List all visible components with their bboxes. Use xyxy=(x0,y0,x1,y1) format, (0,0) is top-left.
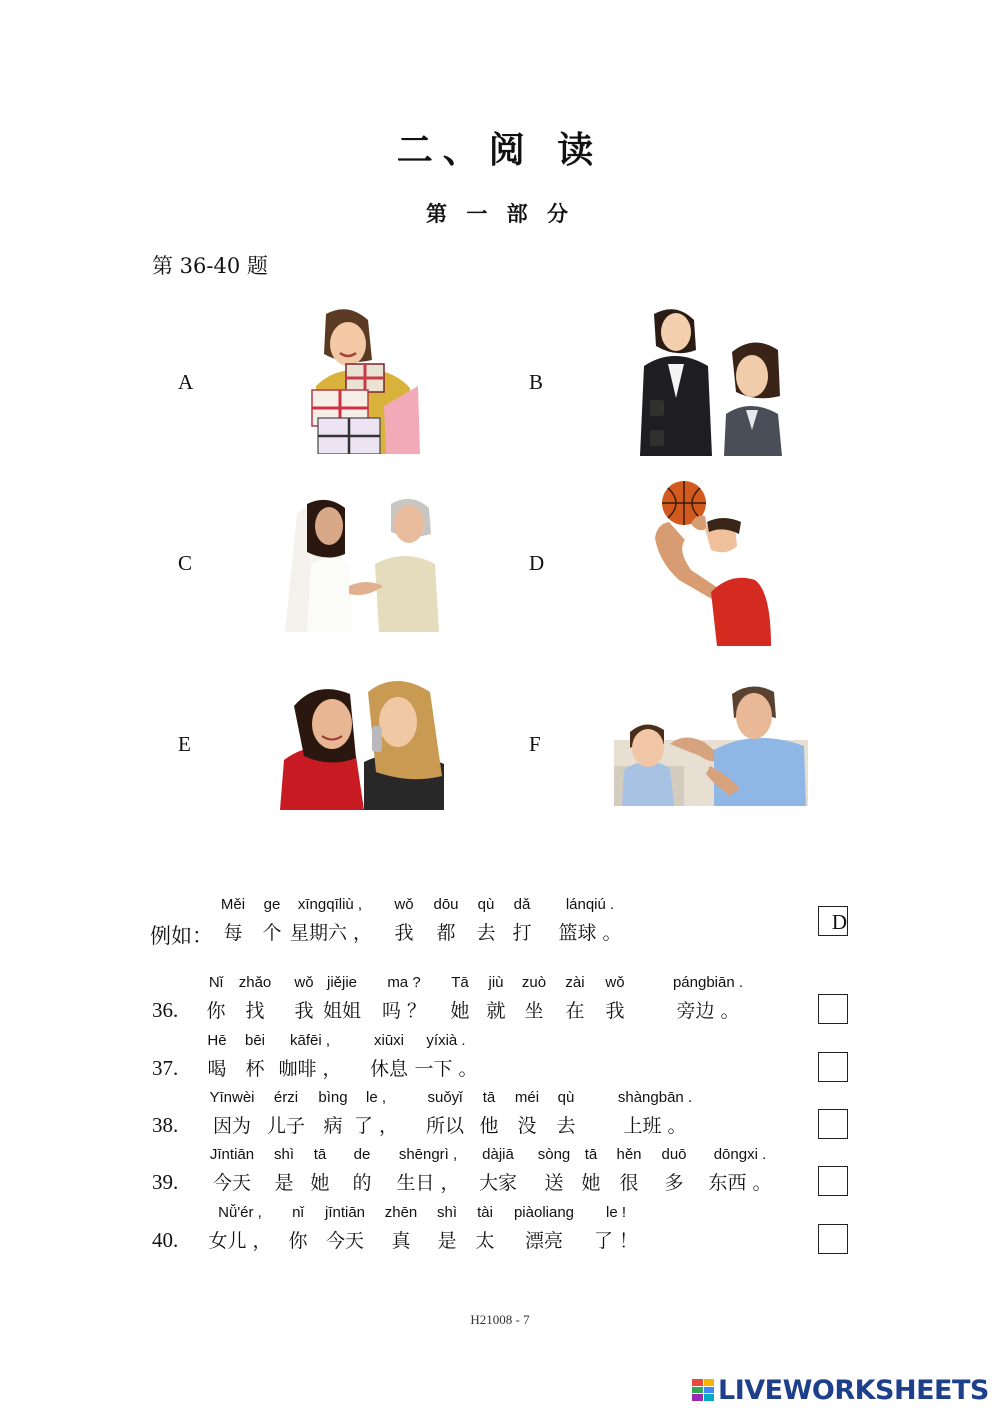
pinyin: zhēn xyxy=(384,1204,418,1221)
question-number: 39. xyxy=(152,1170,179,1194)
pinyin: hěn xyxy=(616,1146,642,1163)
pinyin: zài xyxy=(565,974,585,991)
hanzi: 杯 xyxy=(245,1058,265,1080)
pinyin: jiù xyxy=(488,974,504,991)
pinyin: ma ? xyxy=(387,974,421,991)
hanzi: 篮球 。 xyxy=(558,922,622,944)
page-footer: H21008 - 7 xyxy=(470,1312,530,1327)
picture-b-two-colleagues xyxy=(640,306,782,456)
picture-d-basketball-player xyxy=(651,480,773,646)
question-number: 37. xyxy=(152,1056,179,1080)
hanzi: 女儿 ， xyxy=(208,1230,272,1252)
hanzi: 上班 。 xyxy=(623,1115,687,1137)
pinyin: tā xyxy=(584,1146,598,1163)
answer-box-38[interactable] xyxy=(818,1109,848,1139)
example-label: 例如： xyxy=(150,924,213,948)
hanzi: 所以 xyxy=(425,1115,464,1137)
pinyin: tài xyxy=(477,1204,493,1221)
hanzi: 多 xyxy=(664,1172,684,1194)
pinyin: jīntiān xyxy=(324,1204,366,1221)
question-row-37 xyxy=(0,1030,1000,1086)
hanzi: 个 xyxy=(262,922,282,944)
hanzi: 太 xyxy=(475,1230,495,1252)
pinyin: kāfēi , xyxy=(289,1032,331,1049)
option-letter-b: B xyxy=(529,370,544,394)
pinyin: nǐ xyxy=(292,1204,304,1221)
pinyin: tā xyxy=(313,1146,327,1163)
part-subtitle: 第 一 部 分 xyxy=(426,202,574,226)
hanzi: 漂亮 xyxy=(524,1230,563,1252)
hanzi: 坐 xyxy=(524,1000,544,1022)
option-letter-a: A xyxy=(178,370,194,394)
pinyin: suǒyǐ xyxy=(427,1089,463,1106)
hanzi: 找 xyxy=(245,1000,265,1022)
hanzi: 东西 。 xyxy=(708,1172,772,1194)
pinyin: tā xyxy=(482,1089,496,1106)
hanzi: 真 xyxy=(391,1230,411,1252)
pinyin: xīngqīliù , xyxy=(297,896,363,913)
question-row-40 xyxy=(0,1202,1000,1258)
pinyin: zhǎo xyxy=(238,974,272,991)
liveworksheets-logo-icon xyxy=(692,1379,714,1401)
answer-box-36[interactable] xyxy=(818,994,848,1024)
hanzi: 旁边 。 xyxy=(676,1000,740,1022)
pinyin: shēngrì , xyxy=(398,1146,458,1163)
pinyin: wǒ xyxy=(294,974,314,991)
hanzi: 星期六 ， xyxy=(290,922,373,944)
hanzi: 去 xyxy=(556,1115,576,1137)
hanzi: 每 xyxy=(223,922,243,944)
hanzi: 休息 xyxy=(369,1058,408,1080)
question-row-39 xyxy=(0,1144,1000,1200)
hanzi: 是 xyxy=(274,1172,294,1194)
pinyin: xiūxi xyxy=(373,1032,404,1049)
option-letter-e: E xyxy=(178,732,191,756)
pinyin: méi xyxy=(514,1089,540,1106)
pinyin: wǒ xyxy=(605,974,625,991)
hanzi: 她 xyxy=(450,1000,470,1022)
option-letter-f: F xyxy=(529,732,541,756)
hanzi: 病 xyxy=(323,1115,343,1137)
pinyin: lánqiú . xyxy=(565,896,615,913)
pinyin: le , xyxy=(365,1089,386,1106)
pinyin: Měi xyxy=(220,896,246,913)
hanzi: 他 xyxy=(479,1115,499,1137)
pinyin: Hē xyxy=(207,1032,227,1049)
hanzi: 我 xyxy=(605,1000,625,1022)
hanzi: 你 xyxy=(288,1230,308,1252)
hanzi: 姐姐 xyxy=(322,1000,361,1022)
pinyin: de xyxy=(353,1146,371,1163)
question-number: 38. xyxy=(152,1113,179,1137)
hanzi: 没 xyxy=(517,1115,537,1137)
pinyin: qù xyxy=(557,1089,575,1106)
pinyin: qù xyxy=(477,896,495,913)
hanzi: 的 xyxy=(352,1172,372,1194)
hanzi: 今天 xyxy=(212,1172,251,1194)
pinyin: érzi xyxy=(273,1089,299,1106)
answer-box-40[interactable] xyxy=(818,1224,848,1254)
example-answer-box: D xyxy=(818,906,848,936)
picture-a-woman-with-gifts xyxy=(306,308,420,454)
pinyin: piàoliang xyxy=(513,1204,575,1221)
answer-box-39[interactable] xyxy=(818,1166,848,1196)
example-row xyxy=(0,894,1000,950)
pinyin: dǎ xyxy=(513,896,531,913)
pinyin: dōu xyxy=(433,896,459,913)
hanzi: 一下 。 xyxy=(414,1058,478,1080)
brand-name: LIVEWORKSHEETS xyxy=(718,1374,989,1406)
pinyin: Yīnwèi xyxy=(209,1089,255,1106)
hanzi: 去 xyxy=(476,922,496,944)
hanzi: 大家 xyxy=(478,1172,517,1194)
hanzi: 都 xyxy=(436,922,456,944)
picture-e-two-women-on-phone xyxy=(280,676,444,810)
pinyin: bìng xyxy=(318,1089,348,1106)
hanzi: 咖啡 ， xyxy=(278,1058,342,1080)
pinyin: dàjiā xyxy=(482,1146,514,1163)
hanzi: 儿子 xyxy=(266,1115,305,1137)
pinyin: jiějie xyxy=(326,974,357,991)
question-number: 40. xyxy=(152,1228,179,1252)
pinyin: pángbiān . xyxy=(672,974,744,991)
hanzi: 今天 xyxy=(325,1230,364,1252)
hanzi: 你 xyxy=(206,1000,226,1022)
pinyin: Tā xyxy=(451,974,469,991)
answer-box-37[interactable] xyxy=(818,1052,848,1082)
hanzi: 吗 ？ xyxy=(381,1000,427,1022)
hanzi: 我 xyxy=(294,1000,314,1022)
hanzi: 就 xyxy=(486,1000,506,1022)
pinyin: ge xyxy=(263,896,281,913)
question-row-38 xyxy=(0,1087,1000,1143)
pinyin: Nǚ'ér , xyxy=(218,1204,262,1221)
pinyin: zuò xyxy=(521,974,547,991)
pinyin: sòng xyxy=(537,1146,571,1163)
question-row-36 xyxy=(0,972,1000,1028)
hanzi: 喝 xyxy=(207,1058,227,1080)
hanzi: 很 xyxy=(619,1172,639,1194)
picture-c-bride-with-older-woman xyxy=(283,494,441,632)
pinyin: wǒ xyxy=(394,896,414,913)
hanzi: 打 xyxy=(512,922,532,944)
picture-f-father-with-sick-son xyxy=(614,682,808,806)
hanzi: 在 xyxy=(565,1000,585,1022)
hanzi: 我 xyxy=(394,922,414,944)
pinyin: dōngxi . xyxy=(713,1146,767,1163)
question-number: 36. xyxy=(152,998,179,1022)
pinyin: shì xyxy=(436,1204,457,1221)
section-title: 二、阅 读 xyxy=(396,130,604,171)
hanzi: 了 ！ xyxy=(593,1230,639,1252)
pinyin: Jīntiān xyxy=(209,1146,255,1163)
pinyin: le ! xyxy=(605,1204,626,1221)
pinyin: Nǐ xyxy=(208,974,224,991)
hanzi: 她 xyxy=(310,1172,330,1194)
pinyin: bēi xyxy=(244,1032,266,1049)
hanzi: 生日 ， xyxy=(396,1172,460,1194)
hanzi: 了 ， xyxy=(353,1115,399,1137)
hanzi: 送 xyxy=(544,1172,564,1194)
hanzi: 是 xyxy=(437,1230,457,1252)
hanzi: 因为 xyxy=(212,1115,251,1137)
pinyin: yíxià . xyxy=(426,1032,466,1049)
liveworksheets-brand[interactable] xyxy=(692,1372,989,1408)
option-letter-c: C xyxy=(178,551,193,575)
pinyin: shàngbān . xyxy=(617,1089,693,1106)
pinyin: shì xyxy=(273,1146,294,1163)
question-range: 第 36-40 题 xyxy=(152,254,268,278)
pinyin: duō xyxy=(661,1146,687,1163)
option-letter-d: D xyxy=(529,551,545,575)
hanzi: 她 xyxy=(581,1172,601,1194)
